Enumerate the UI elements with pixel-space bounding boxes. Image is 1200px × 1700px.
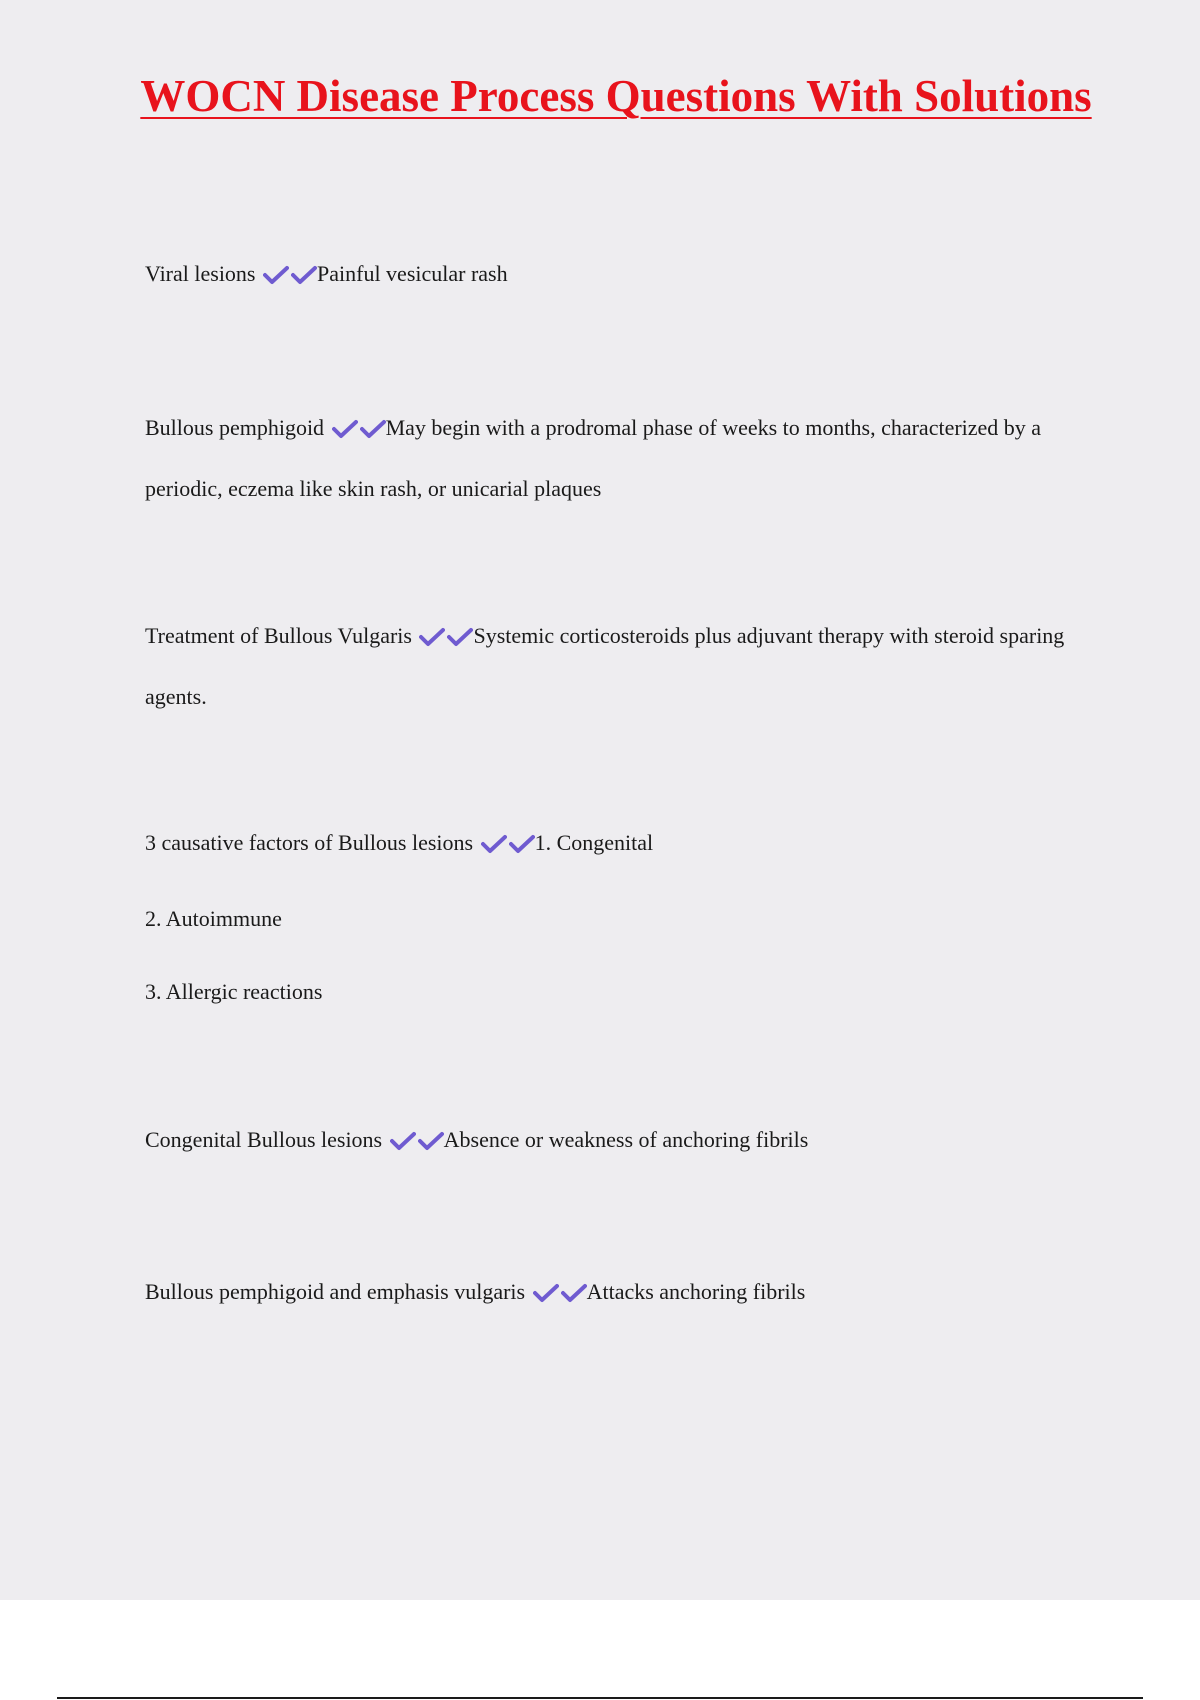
qa-entry (145, 243, 1095, 304)
checkmark-icon (481, 834, 507, 854)
checkmark-icon (561, 1283, 587, 1303)
checkmark-icon (332, 419, 358, 439)
question-text: Bullous pemphigoid (145, 415, 325, 440)
checkmark-icon (263, 265, 289, 285)
checkmark-icon (509, 834, 535, 854)
qa-entry (145, 605, 1095, 727)
question-text: Congenital Bullous lesions (145, 1127, 383, 1152)
document-title: WOCN Disease Process Questions With Solutions (140, 71, 1092, 121)
checkmark-icon (390, 1131, 416, 1151)
checkmark-icon (291, 265, 317, 285)
checkmark-icon (447, 627, 473, 647)
answer-text: Absence or weakness of anchoring fibrils (443, 1127, 809, 1152)
answer-text: Systemic corticosteroids plus adjuvant therapy with steroid sparing agents. (145, 623, 1065, 709)
footer-divider (57, 1697, 1143, 1699)
checkmark-icon (418, 1131, 444, 1151)
answer-text: 1. Congenital (534, 830, 654, 855)
qa-entry (145, 812, 1095, 873)
question-text: 3 causative factors of Bullous lesions (145, 830, 474, 855)
list-item: 2. Autoimmune (145, 906, 282, 931)
answer-text: Attacks anchoring fibrils (586, 1279, 806, 1304)
qa-entry (145, 1109, 1095, 1170)
qa-entry (145, 1261, 1095, 1322)
qa-entry (145, 397, 1095, 519)
list-item: 3. Allergic reactions (145, 979, 323, 1004)
checkmark-icon (419, 627, 445, 647)
question-text: Bullous pemphigoid and emphasis vulgaris (145, 1279, 526, 1304)
question-text: Viral lesions (145, 261, 256, 286)
checkmark-icon (533, 1283, 559, 1303)
answer-text: Painful vesicular rash (317, 261, 508, 286)
checkmark-icon (360, 419, 386, 439)
answer-text: May begin with a prodromal phase of weeks to months, characterized by a periodic, eczema like skin rash, or unicarial plaques (145, 415, 1042, 501)
question-text: Treatment of Bullous Vulgaris (145, 623, 412, 648)
